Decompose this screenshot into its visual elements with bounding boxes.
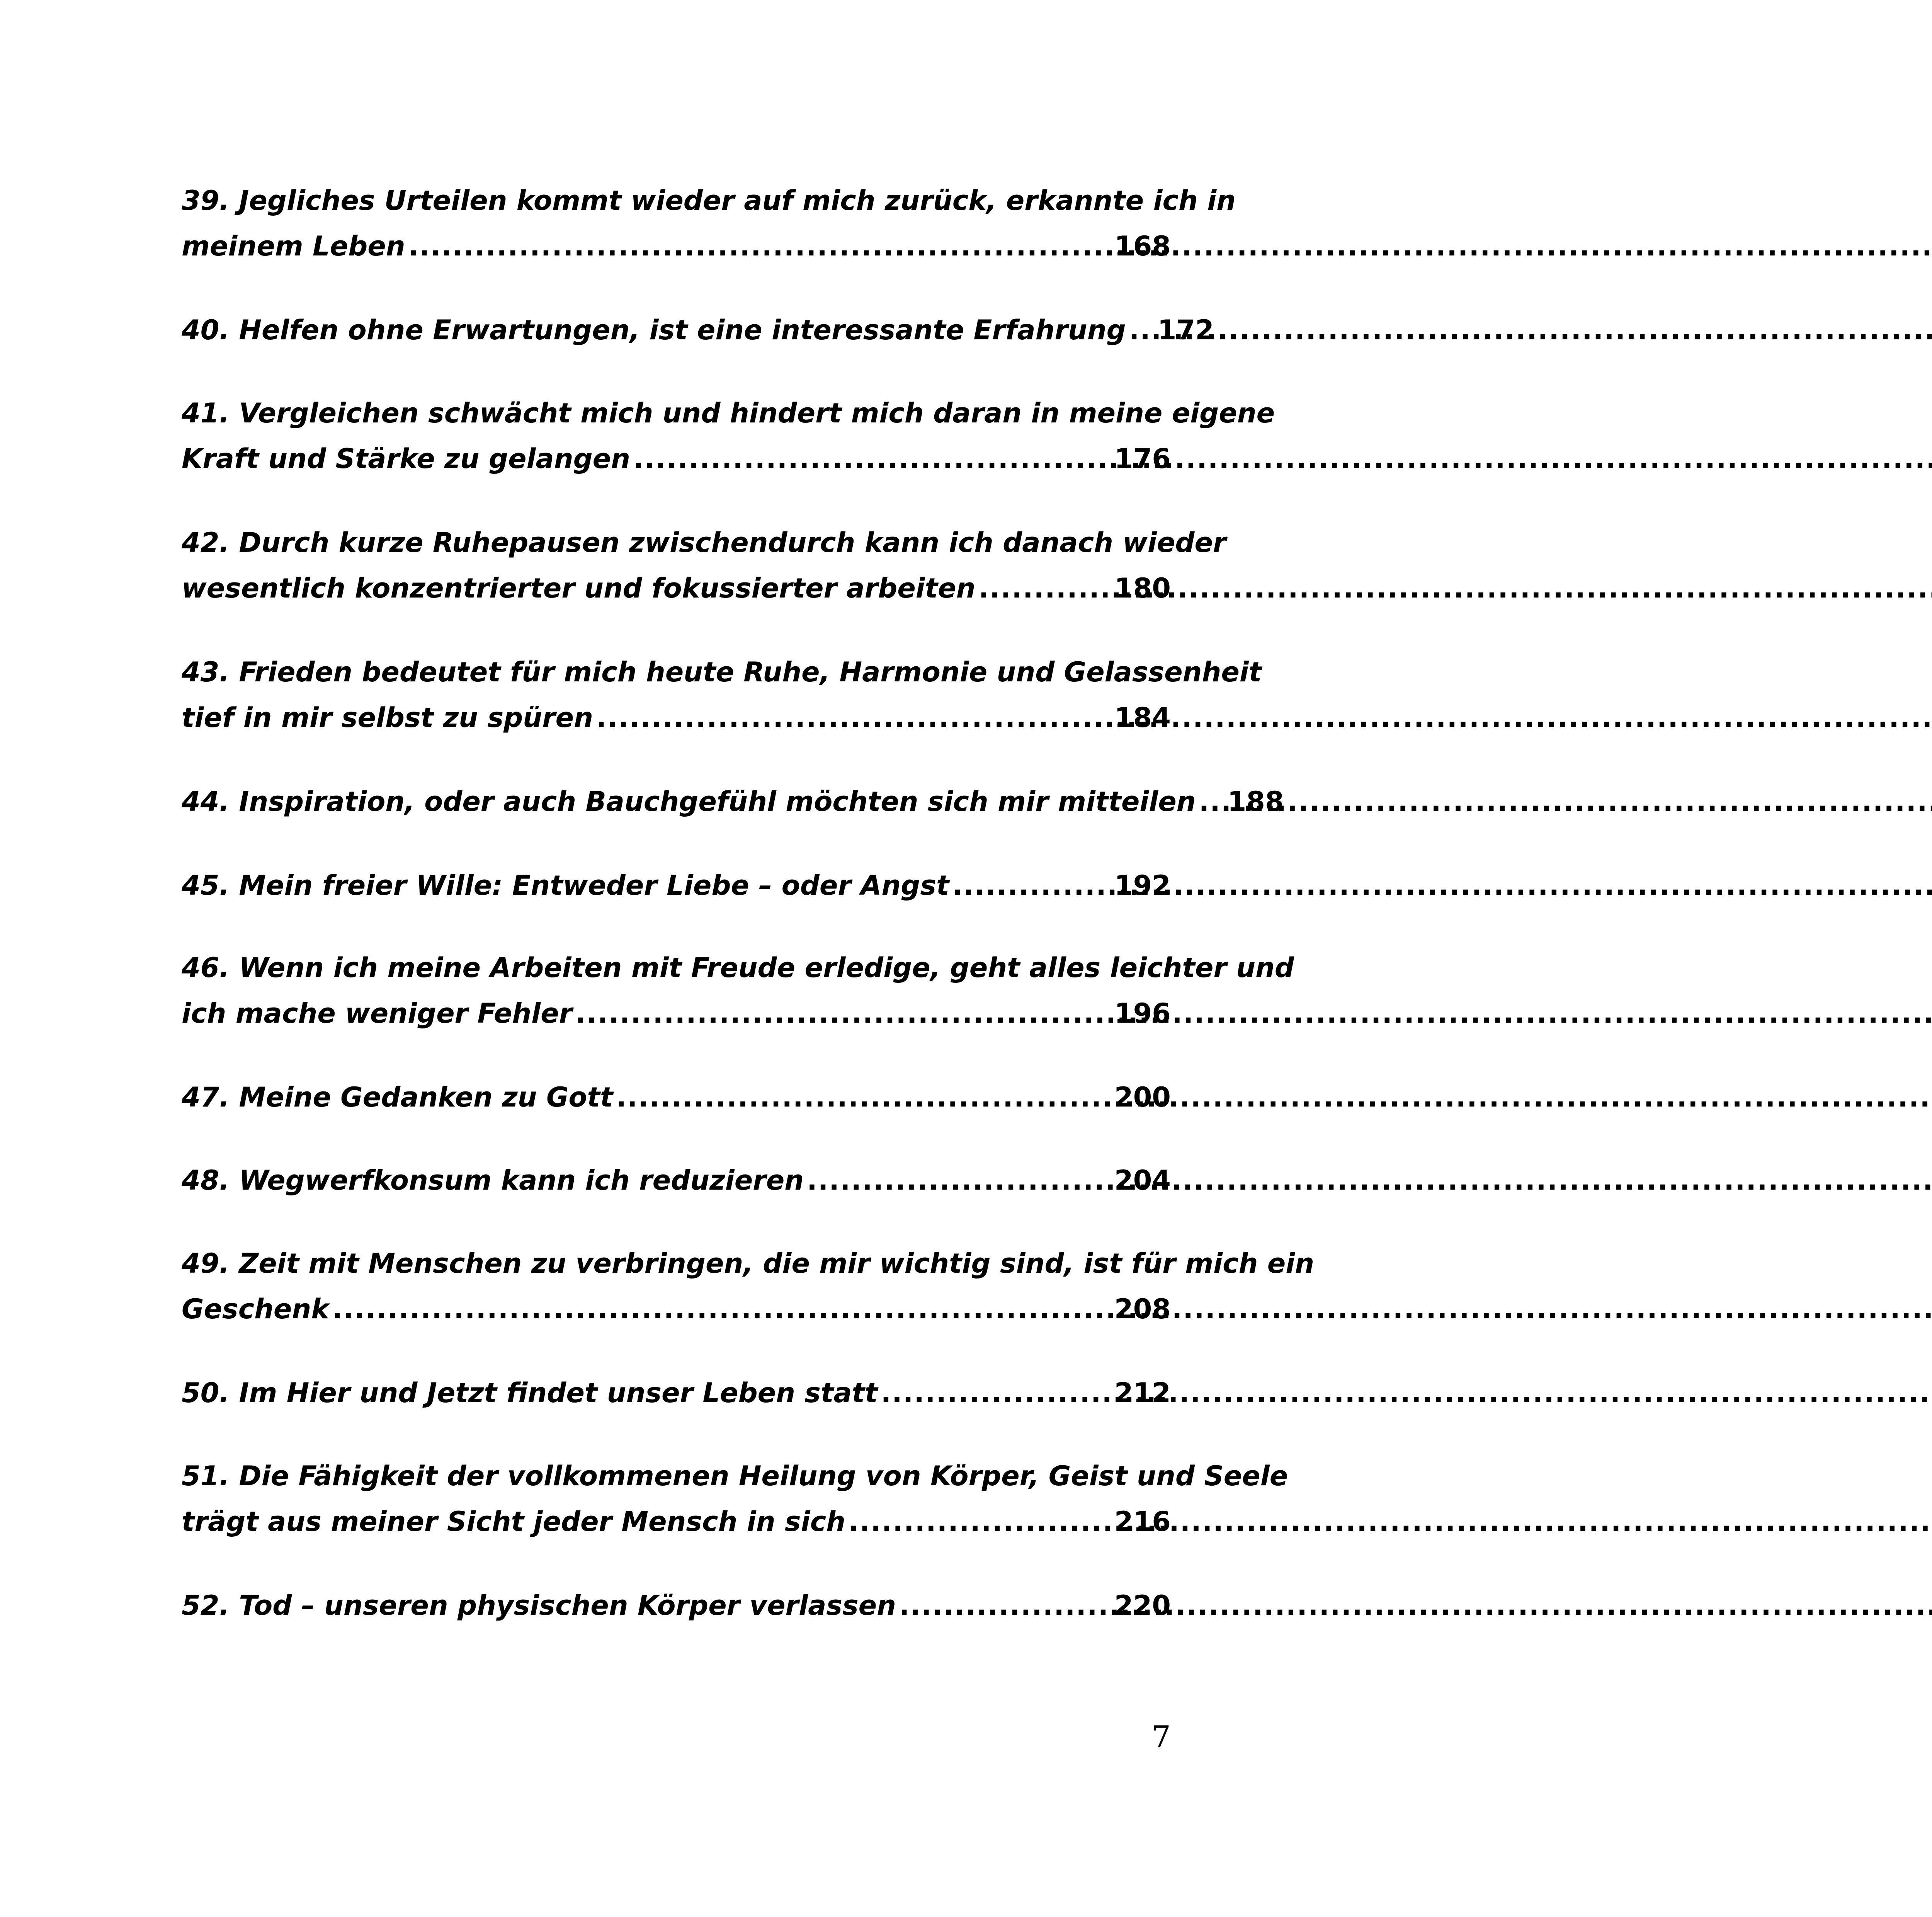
toc-page-number: 176 <box>1114 443 1171 475</box>
toc-entry-last-line <box>182 307 1214 353</box>
toc-page-number: 208 <box>1114 1293 1171 1325</box>
toc-entry-48[interactable] <box>182 1158 1171 1203</box>
toc-entry-last-line <box>182 223 1171 269</box>
toc-entry-42[interactable] <box>182 520 1226 611</box>
toc-entry-title-line: 41. Vergleichen schwächt mich und hindert mich daran in meine eigene <box>182 397 1275 429</box>
toc-entry-title: 47. Meine Gedanken zu Gott <box>182 1081 613 1113</box>
toc-entry-title: 50. Im Hier und Jetzt findet unser Leben statt <box>182 1377 878 1409</box>
toc-entry-39[interactable] <box>182 178 1236 269</box>
dot-leader <box>616 1074 1109 1120</box>
dot-leader <box>332 1286 1109 1332</box>
toc-entry-41[interactable] <box>182 390 1275 482</box>
toc-entry-last-line <box>182 1499 1171 1544</box>
toc-entry-last-line <box>182 695 1171 741</box>
toc-entry-title: 52. Tod – unseren physischen Körper verlassen <box>182 1590 896 1621</box>
toc-entry-title-line: 43. Frieden bedeutet für mich heute Ruhe, Harmonie und Gelassenheit <box>182 656 1262 688</box>
toc-entry-title-end: wesentlich konzentrierter und fokussierter arbeiten <box>182 572 976 604</box>
toc-entry-last-line <box>182 1583 1171 1628</box>
toc-page-number: 196 <box>1114 998 1171 1029</box>
toc-entry-title-line: 49. Zeit mit Menschen zu verbringen, die mir wichtig sind, ist für mich ein <box>182 1248 1315 1279</box>
dot-leader <box>899 1583 1109 1628</box>
toc-entry-52[interactable] <box>182 1583 1171 1628</box>
toc-entry-last-line <box>182 863 1171 908</box>
toc-page-number: 200 <box>1114 1081 1171 1113</box>
toc-entry-title: 45. Mein freier Wille: Entweder Liebe – oder Angst <box>182 870 949 901</box>
dot-leader <box>849 1499 1109 1544</box>
toc-entry-45[interactable] <box>182 863 1171 908</box>
dot-leader <box>596 695 1109 741</box>
dot-leader <box>952 863 1109 908</box>
toc-entry-44[interactable] <box>182 779 1284 824</box>
toc-page-number: 212 <box>1114 1377 1171 1409</box>
toc-entry-title-line: 51. Die Fähigkeit der vollkommenen Heilung von Körper, Geist und Seele <box>182 1460 1288 1492</box>
toc-page-number: 216 <box>1114 1506 1171 1537</box>
dot-leader <box>1129 307 1152 353</box>
toc-entry-last-line <box>182 1074 1171 1120</box>
toc-entry-title-end: tief in mir selbst zu spüren <box>182 702 593 734</box>
toc-entry-46[interactable] <box>182 945 1294 1036</box>
toc-entry-title-end: Kraft und Stärke zu gelangen <box>182 443 630 475</box>
toc-entry-last-line <box>182 565 1171 611</box>
toc-page-number: 188 <box>1227 786 1284 817</box>
toc-page-number: 172 <box>1157 314 1214 346</box>
dot-leader <box>633 436 1109 482</box>
dot-leader <box>575 991 1109 1036</box>
dot-leader <box>807 1158 1109 1203</box>
toc-page-number: 192 <box>1114 870 1171 901</box>
toc-entry-last-line <box>182 1370 1171 1416</box>
toc-entry-title: 44. Inspiration, oder auch Bauchgefühl möchten sich mir mitteilen <box>182 786 1196 817</box>
toc-entry-title-end: Geschenk <box>182 1293 329 1325</box>
toc-page-number: 180 <box>1114 572 1171 604</box>
toc-entry-title-end: trägt aus meiner Sicht jeder Mensch in sich <box>182 1506 845 1537</box>
toc-entry-50[interactable] <box>182 1370 1171 1416</box>
toc-entry-last-line <box>182 436 1171 482</box>
page-number: 7 <box>1151 1720 1171 1755</box>
toc-page-number: 220 <box>1114 1590 1171 1621</box>
toc-entry-49[interactable] <box>182 1241 1315 1332</box>
dot-leader <box>408 223 1109 269</box>
toc-entry-title-end: meinem Leben <box>182 230 405 262</box>
toc-entry-title-line: 39. Jegliches Urteilen kommt wieder auf mich zurück, erkannte ich in <box>182 185 1236 216</box>
toc-entry-title: 48. Wegwerfkonsum kann ich reduzieren <box>182 1165 804 1196</box>
dot-leader <box>881 1370 1109 1416</box>
toc-entry-title-line: 46. Wenn ich meine Arbeiten mit Freude erledige, geht alles leichter und <box>182 952 1294 984</box>
toc-entry-47[interactable] <box>182 1074 1171 1120</box>
toc-page-number: 184 <box>1114 702 1171 734</box>
toc-entry-last-line <box>182 991 1171 1036</box>
toc-page-number: 204 <box>1114 1165 1171 1196</box>
toc-entry-51[interactable] <box>182 1453 1288 1544</box>
toc-entry-40[interactable] <box>182 307 1214 353</box>
dot-leader <box>978 565 1109 611</box>
toc-entry-title-line: 42. Durch kurze Ruhepausen zwischendurch kann ich danach wieder <box>182 527 1226 558</box>
dot-leader <box>1199 779 1222 824</box>
toc-entry-title: 40. Helfen ohne Erwartungen, ist eine interessante Erfahrung <box>182 314 1126 346</box>
toc-entry-last-line <box>182 1286 1171 1332</box>
toc-entry-title-end: ich mache weniger Fehler <box>182 998 573 1029</box>
toc-entry-last-line <box>182 1158 1171 1203</box>
toc-entry-43[interactable] <box>182 649 1262 741</box>
toc-entry-last-line <box>182 779 1284 824</box>
toc-page-number: 168 <box>1114 230 1171 262</box>
